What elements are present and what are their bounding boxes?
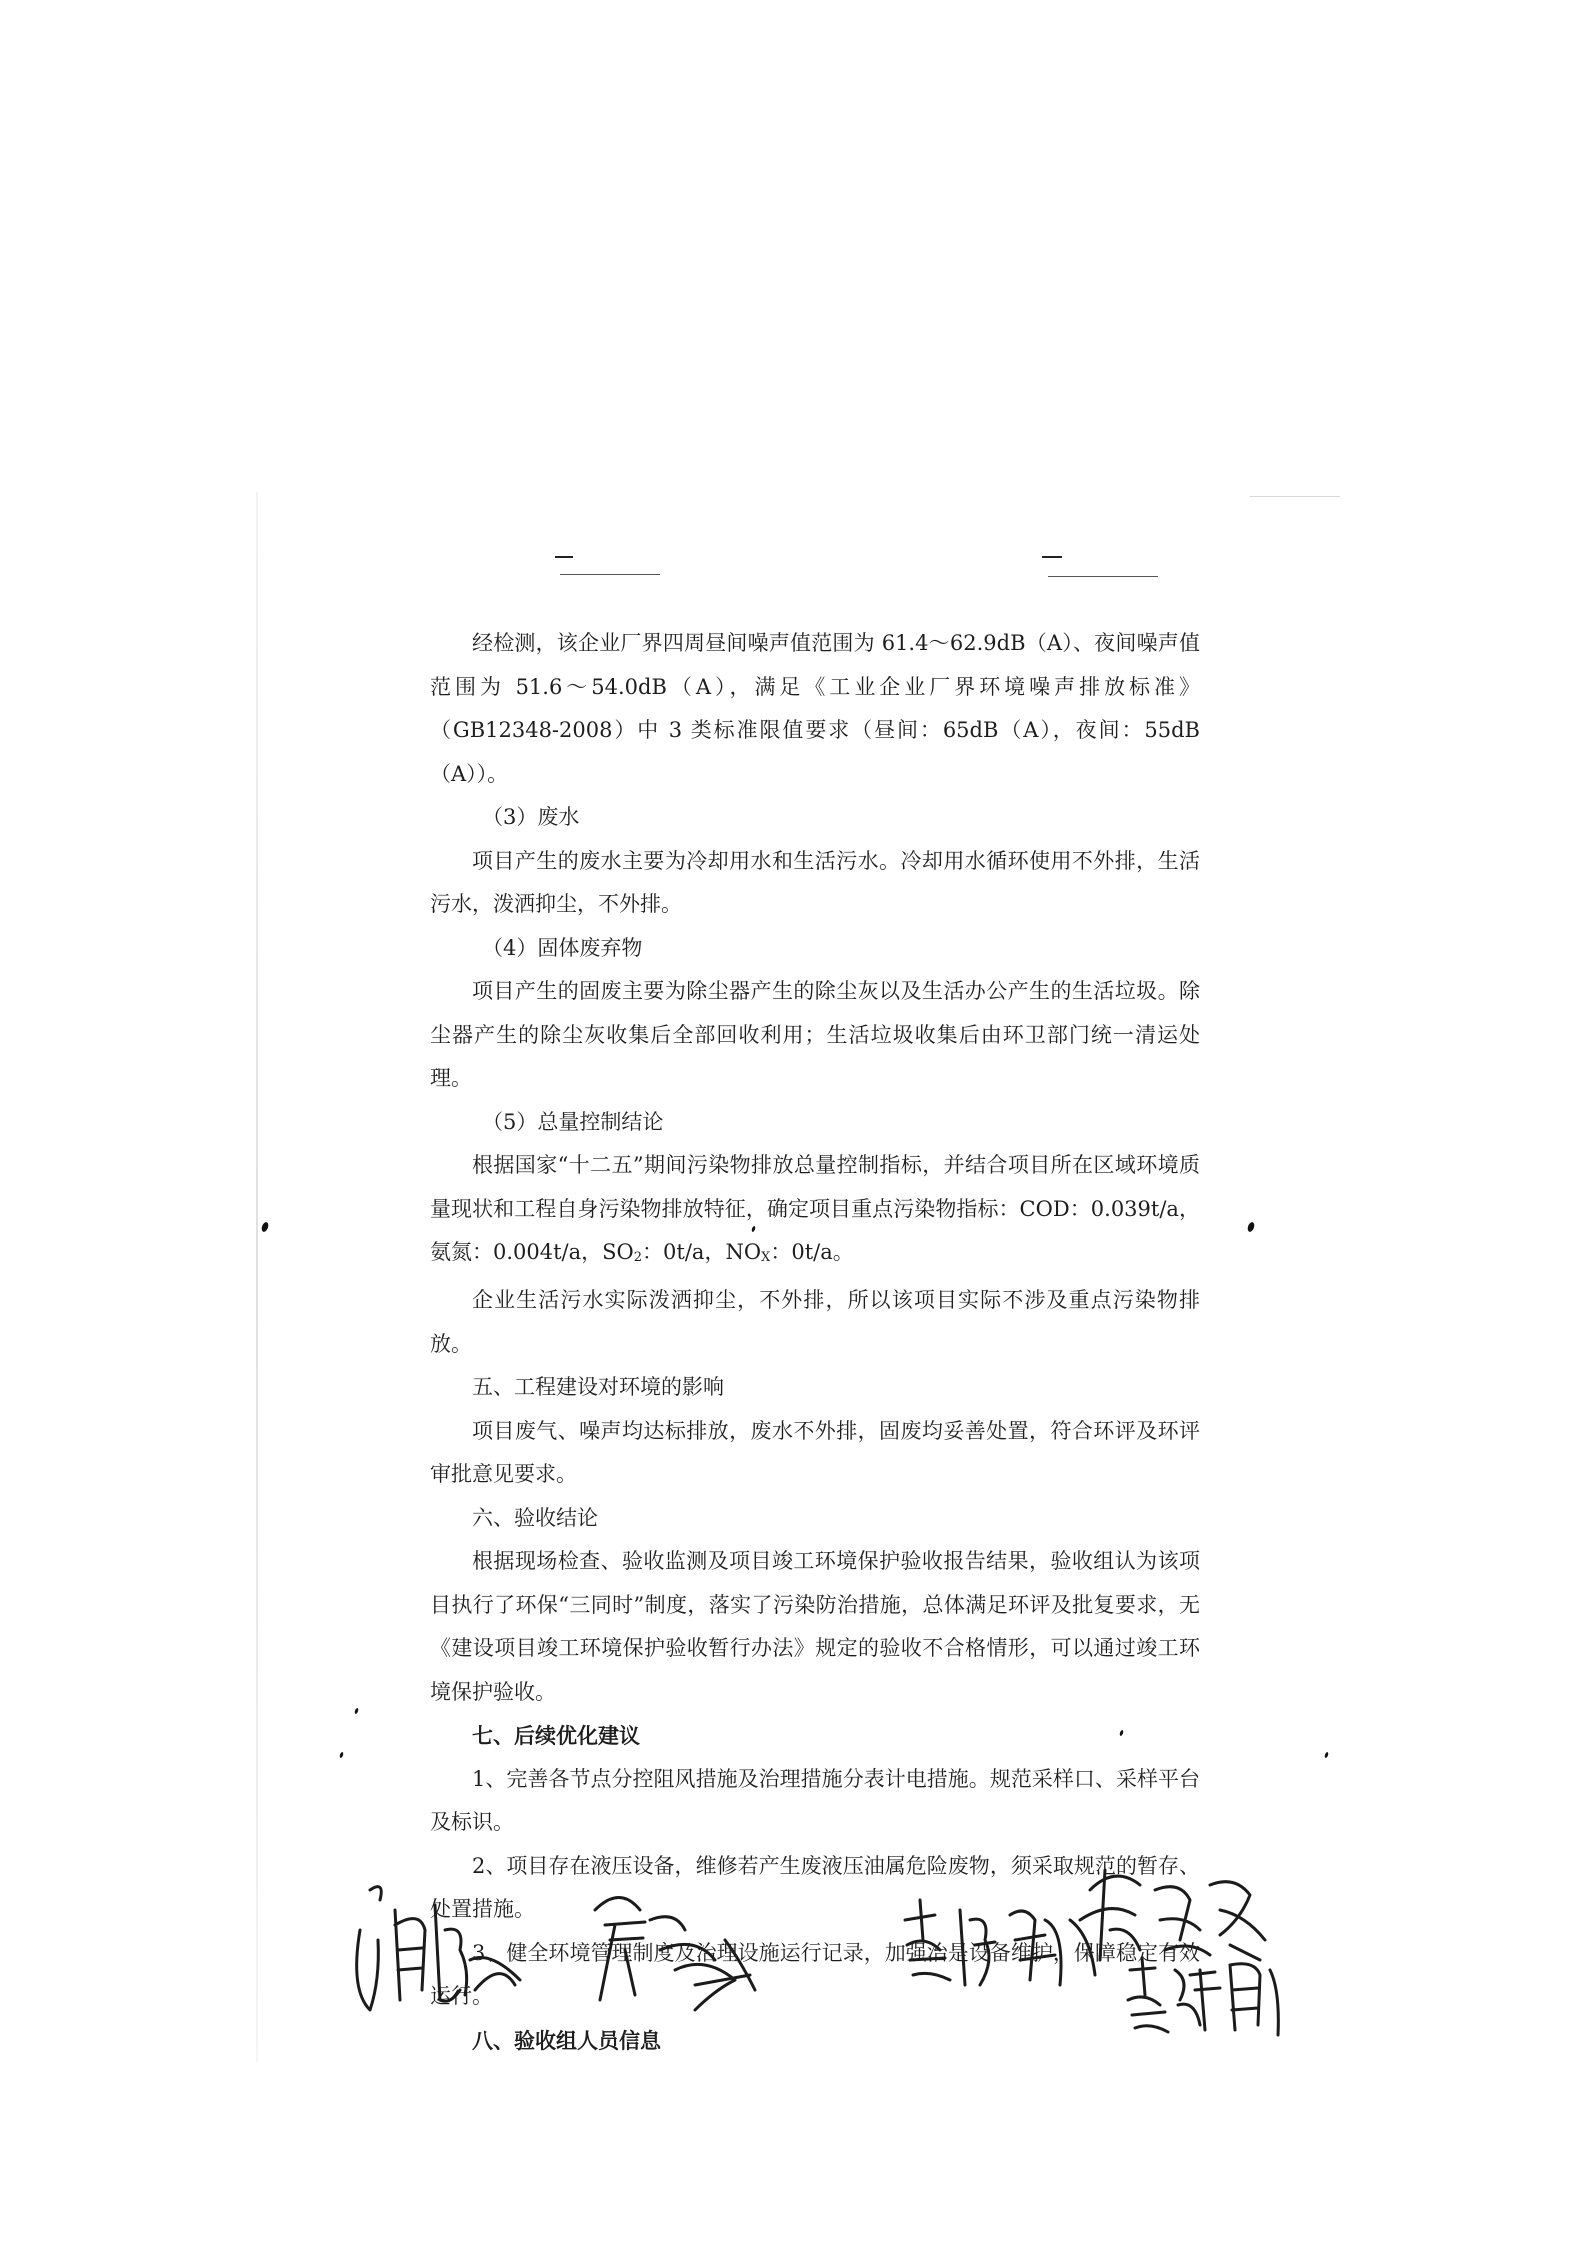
handwritten-signature [350,1870,530,2020]
scan-speck [1324,1752,1329,1759]
suggestion-item: 1、完善各节点分控阻风措施及治理措施分表计电措施。规范采样口、采样平台及标识。 [430,1766,1200,1835]
header-mark [555,556,573,558]
handwritten-signature [565,1880,765,2020]
scan-speck [354,1708,359,1715]
section-8-heading: 八、验收组人员信息 [472,2027,661,2053]
total-control-heading: （5）总量控制结论 [482,1109,664,1134]
total-control-text: 根据国家“十二五”期间污染物排放总量控制指标，并结合项目所在区域环境质量现状和工程自身污染物排放特征，确定项目重点污染物指标：COD：0.039t/a，氨氮：0.004t/a，$SO_2$：0t/a，$NO_X$：0t/a。 [430,1153,1200,1265]
section-6-text: 根据现场检查、验收监测及项目竣工环境保护验收报告结果，验收组认为该项目执行了环保“三同时”制度，落实了污染防治措施，总体满足环评及批复要求，无《建设项目竣工环境保护验收暂行办法》规定的验收不合格情形，可以通过竣工环境保护验收。 [430,1549,1200,1704]
section-7-heading: 七、后续优化建议 [472,1723,640,1749]
section-5-text: 项目废气、噪声均达标排放，废水不外排，固废均妥善处置，符合环评及环评审批意见要求。 [430,1418,1200,1487]
wastewater-text: 项目产生的废水主要为冷却用水和生活污水。冷却用水循环使用不外排，生活污水，泼洒抑尘，不外排。 [430,848,1200,916]
section-6-heading: 六、验收结论 [472,1505,598,1530]
noise-paragraph: 经检测，该企业厂界四周昼间噪声值范围为 61.4～62.9dB（A）、夜间噪声值范围为 51.6～54.0dB（A），满足《工业企业厂界环境噪声排放标准》（GB12348-2008）中 3 类标准限值要求（昼间：65dB（A），夜间：55dB（A））。 [430,631,1200,786]
wastewater-heading: （3）废水 [482,805,580,829]
scan-edge [256,492,258,2062]
scan-speck [1246,1221,1255,1232]
header-mark [1042,556,1062,558]
scan-speck [260,1221,269,1232]
header-mark [560,574,660,575]
signature-area [340,1860,1340,2060]
solid-waste-text: 项目产生的固废主要为除尘器产生的除尘灰以及生活办公产生的生活垃圾。除尘器产生的除尘灰收集后全部回收利用；生活垃圾收集后由环卫部门统一清运处理。 [430,979,1200,1090]
document-body [430,622,1200,2062]
suggestion-item: 2、项目存在液压设备，维修若产生废液压油属危险废物，须采取规范的暂存、处置措施。 [430,1853,1200,1922]
total-control-text-2: 企业生活污水实际泼洒抑尘，不外排，所以该项目实际不涉及重点污染物排放。 [430,1288,1200,1356]
handwritten-signature [1120,1950,1290,2040]
solid-waste-heading: （4）固体废弃物 [482,935,643,960]
scan-edge [1250,496,1340,497]
section-5-heading: 五、工程建设对环境的影响 [472,1375,724,1400]
scan-speck [339,1752,344,1759]
suggestion-item: 3、健全环境管理制度及治理设施运行记录，加强治是设备维护，保障稳定有效运行。 [430,1940,1200,2009]
header-mark [1048,576,1158,577]
